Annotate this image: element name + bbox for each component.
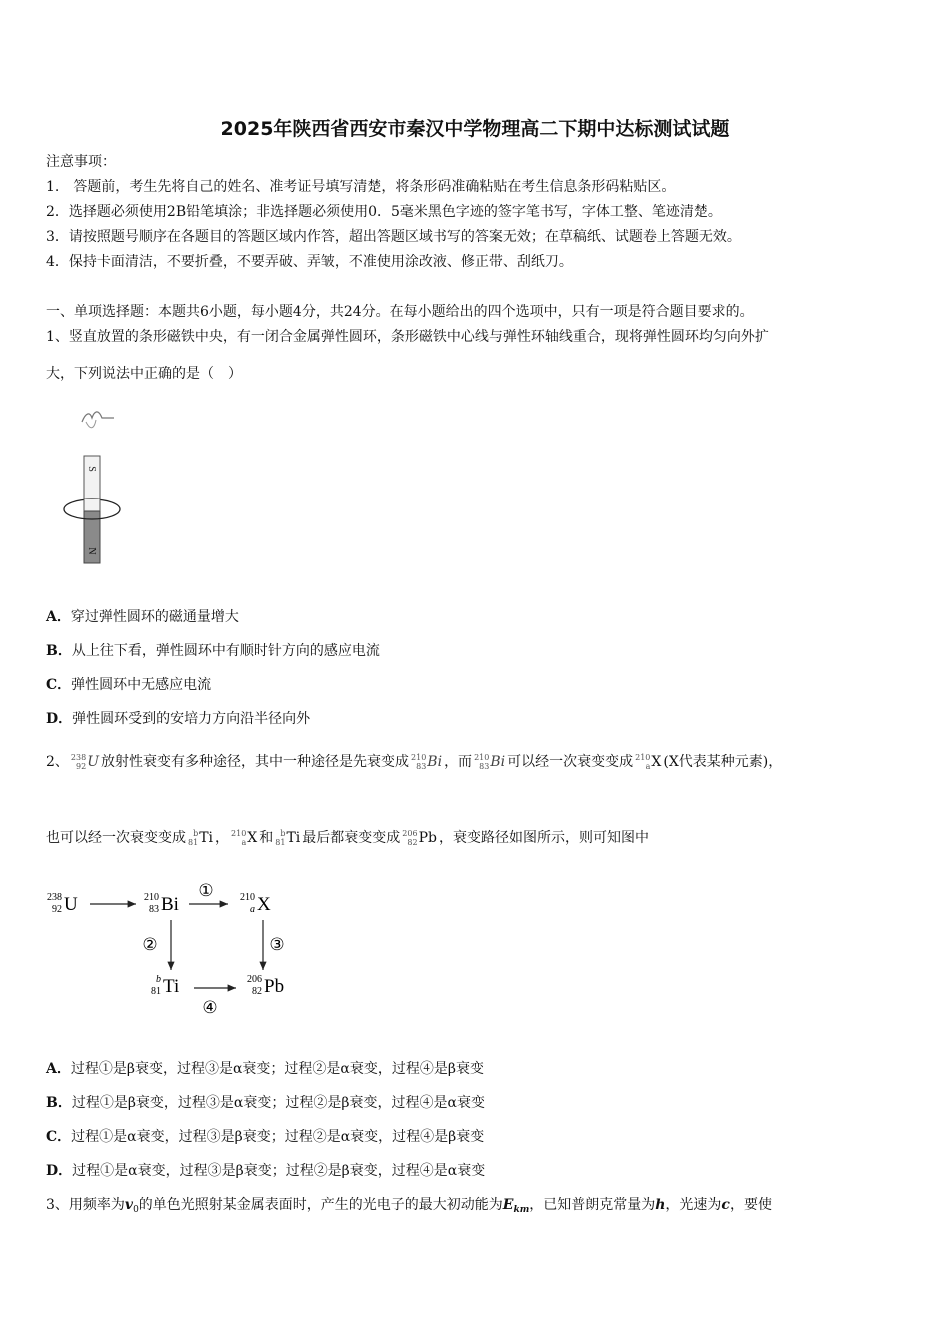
notice-item: 3．请按照题号顺序在各题目的答题区域内作答，超出答题区域书写的答案无效；在草稿纸、试题卷上答题无效。 (46, 229, 741, 245)
pole-label-s: S (86, 466, 97, 472)
diagram-x-mass: 210 (240, 892, 255, 903)
section-heading: 一、单项选择题：本题共6小题，每小题4分，共24分。在每小题给出的四个选项中，只有一项是符合题目要求的。 (46, 304, 754, 320)
diagram-u-atomic: 92 (52, 904, 62, 915)
nuclide-ti: b 81 Ti (188, 829, 214, 847)
question-2-stem: 2、 238 92 U 放射性衰变有多种途径，其中一种途径是先衰变成 210 83 Bi ，而 210 83 Bi 可以经一次衰变变成 210 a X (X代表某种元素)， (46, 753, 783, 771)
option-a: A．穿过弹性圆环的磁通量增大 (46, 609, 239, 625)
nuclide-bi210: 210 83 Bi (474, 753, 506, 771)
diagram-bi-atomic: 83 (149, 904, 159, 915)
diagram-pb-mass: 206 (247, 974, 262, 985)
diagram-u-mass: 238 (47, 892, 62, 903)
diagram-u-symbol: U (64, 894, 78, 915)
nuclide-x210: 210 a X (635, 753, 662, 771)
notice-item: 4．保持卡面清洁，不要折叠，不要弄破、弄皱，不准使用涂改液、修正带、刮纸刀。 (46, 254, 573, 270)
diagram-ti-mass: b (156, 974, 161, 985)
notice-heading: 注意事项： (46, 154, 116, 170)
process-1-label: ① (198, 881, 214, 900)
option-c: C．过程①是α衰变，过程③是β衰变；过程②是α衰变，过程④是β衰变 (46, 1129, 485, 1145)
process-4-label: ④ (202, 998, 218, 1017)
question-1-stem: 1、竖直放置的条形磁铁中央，有一闭合金属弹性圆环，条形磁铁中心线与弹性环轴线重合，现将弹性圆环均匀向外扩 (46, 329, 769, 345)
diagram-bi-mass: 210 (144, 892, 159, 903)
diagram-ti-atomic: 81 (151, 986, 161, 997)
nuclide-bi210: 210 83 Bi (411, 753, 443, 771)
hook-icon (86, 420, 96, 428)
question-1-stem: 大，下列说法中正确的是（ ） (46, 366, 242, 382)
hook-icon (82, 412, 114, 422)
option-d: D．弹性圆环受到的安培力方向沿半径向外 (46, 711, 311, 727)
decay-path-diagram (44, 872, 304, 1022)
page-title: 2025年陕西省西安市秦汉中学物理高二下期中达标测试试题 (220, 118, 730, 140)
diagram-pb-symbol: Pb (264, 976, 285, 997)
diagram-x-atomic: a (250, 904, 255, 915)
option-d: D．过程①是α衰变，过程③是β衰变；过程②是β衰变，过程④是α衰变 (46, 1163, 486, 1179)
option-c: C．弹性圆环中无感应电流 (46, 677, 212, 693)
question-2-stem: 也可以经一次衰变变成 b 81 Ti ， 210 a X 和 b 81 Ti 最后都衰变变成 206 82 Pb ，衰变路径如图所示，则可知图中 (46, 829, 649, 847)
magnet-figure (58, 402, 130, 570)
pole-label-n: N (86, 547, 97, 555)
question-3-stem: 3、用频率为$v_0$的单色光照射某金属表面时，产生的光电子的最大初动能为$E_{km}$，已知普朗克常量为h，光速为c，要使 (46, 1197, 772, 1215)
diagram-pb-atomic: 82 (252, 986, 262, 997)
notice-item: 1. 答题前，考生先将自己的姓名、准考证号填写清楚，将条形码准确粘贴在考生信息条形码粘贴区。 (46, 179, 676, 195)
diagram-ti-symbol: Ti (163, 976, 180, 997)
nuclide-ti: b 81 Ti (275, 829, 301, 847)
process-2-label: ② (142, 935, 158, 954)
nuclide-u238: 238 92 U (70, 753, 100, 771)
diagram-x-symbol: X (257, 894, 271, 915)
nuclide-pb206: 206 82 Pb (402, 829, 437, 847)
diagram-bi-symbol: Bi (161, 894, 179, 915)
option-b: B．过程①是β衰变，过程③是α衰变；过程②是β衰变，过程④是α衰变 (46, 1095, 485, 1111)
option-a: A．过程①是β衰变，过程③是α衰变；过程②是α衰变，过程④是β衰变 (46, 1061, 484, 1077)
option-b: B．从上往下看，弹性圆环中有顺时针方向的感应电流 (46, 643, 380, 659)
process-3-label: ③ (269, 935, 285, 954)
nuclide-x210: 210 a X (231, 829, 258, 847)
notice-item: 2．选择题必须使用2B铅笔填涂；非选择题必须使用0．5毫米黑色字迹的签字笔书写，字体工整、笔迹清楚。 (46, 204, 722, 220)
